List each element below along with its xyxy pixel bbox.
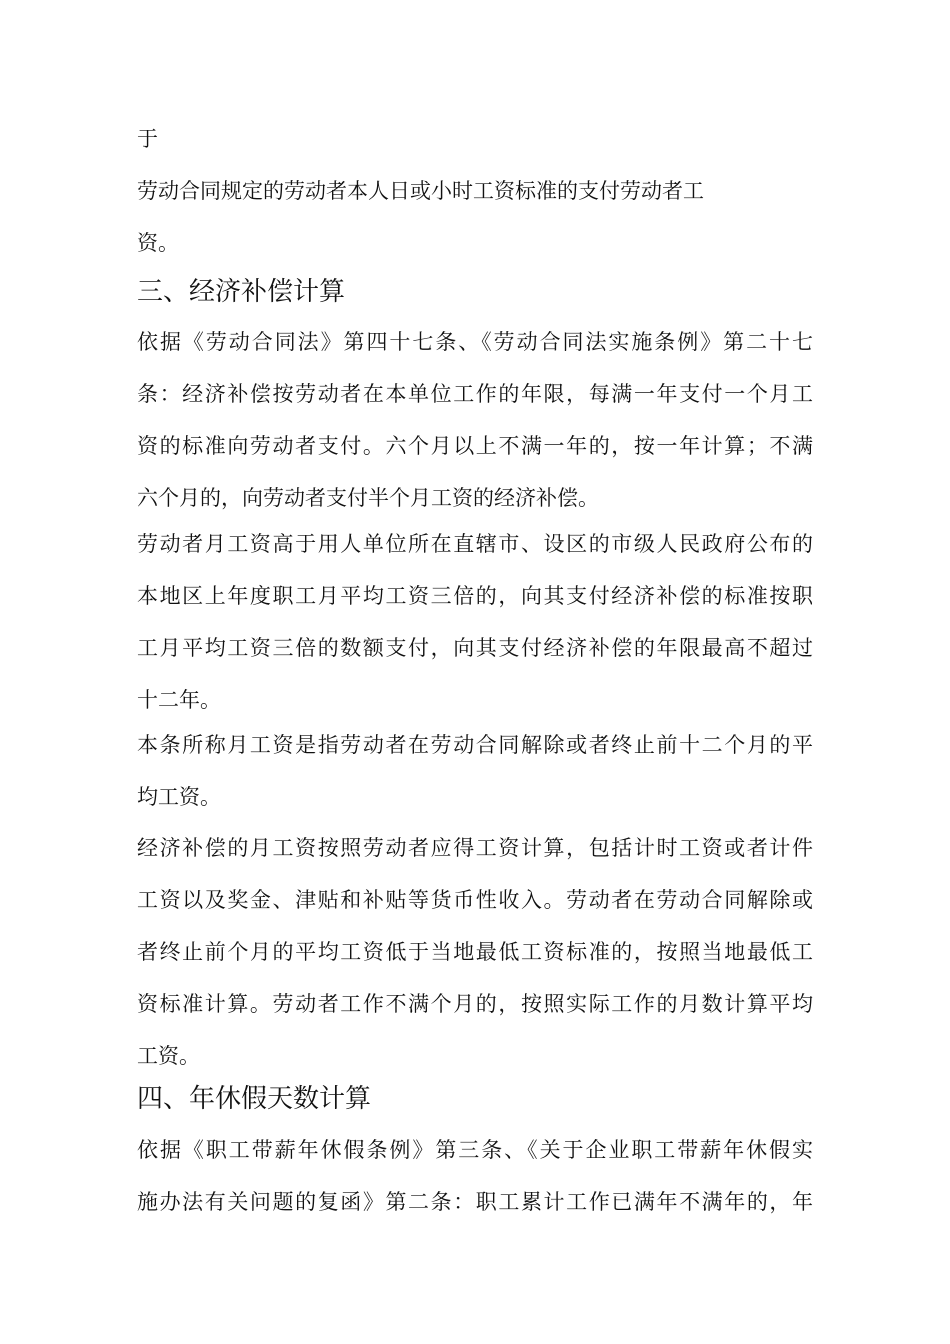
paragraph-line: 条：经济补偿按劳动者在本单位工作的年限，每满一年支付一个月工 [137, 382, 813, 406]
paragraph-line: 工资。 [137, 1044, 200, 1068]
section3-paragraph-4 [137, 822, 813, 1082]
intro-fragment [137, 113, 813, 269]
paragraph-line: 均工资。 [137, 785, 221, 809]
intro-line-3: 资。 [137, 231, 179, 255]
paragraph-line: 本条所称月工资是指劳动者在劳动合同解除或者终止前十二个月的平 [137, 733, 813, 757]
section3-paragraph-3 [137, 719, 813, 823]
paragraph-line: 者终止前个月的平均工资低于当地最低工资标准的，按照当地最低工 [137, 940, 813, 964]
paragraph-line: 依据《职工带薪年休假条例》第三条、《关于企业职工带薪年休假实 [137, 1138, 813, 1162]
paragraph-line: 经济补偿的月工资按照劳动者应得工资计算，包括计时工资或者计件 [137, 836, 813, 860]
section3-heading: 三、经济补偿计算 [137, 277, 346, 307]
intro-line-2: 劳动合同规定的劳动者本人日或小时工资标准的支付劳动者工 [137, 179, 704, 203]
section3-paragraph-1 [137, 316, 813, 524]
section3-paragraph-2 [137, 518, 813, 726]
section4-paragraph-1 [137, 1124, 813, 1228]
paragraph-line: 十二年。 [137, 688, 221, 712]
paragraph-line: 劳动者月工资高于用人单位所在直辖市、设区的市级人民政府公布的 [137, 532, 813, 556]
paragraph-line: 资标准计算。劳动者工作不满个月的，按照实际工作的月数计算平均 [137, 992, 813, 1016]
paragraph-line: 依据《劳动合同法》第四十七条、《劳动合同法实施条例》第二十七 [137, 330, 813, 354]
paragraph-line: 六个月的，向劳动者支付半个月工资的经济补偿。 [137, 486, 599, 510]
section4 [137, 1073, 813, 1125]
paragraph-line: 资的标准向劳动者支付。六个月以上不满一年的，按一年计算；不满 [137, 434, 813, 458]
paragraph-line: 工资以及奖金、津贴和补贴等货币性收入。劳动者在劳动合同解除或 [137, 888, 813, 912]
paragraph-line: 工月平均工资三倍的数额支付，向其支付经济补偿的年限最高不超过 [137, 636, 813, 660]
paragraph-line: 施办法有关问题的复函》第二条：职工累计工作已满年不满年的，年 [137, 1190, 813, 1214]
section3 [137, 266, 813, 318]
section4-heading: 四、年休假天数计算 [137, 1084, 372, 1114]
paragraph-line: 本地区上年度职工月平均工资三倍的，向其支付经济补偿的标准按职 [137, 584, 813, 608]
intro-line-1: 于 [137, 127, 158, 151]
